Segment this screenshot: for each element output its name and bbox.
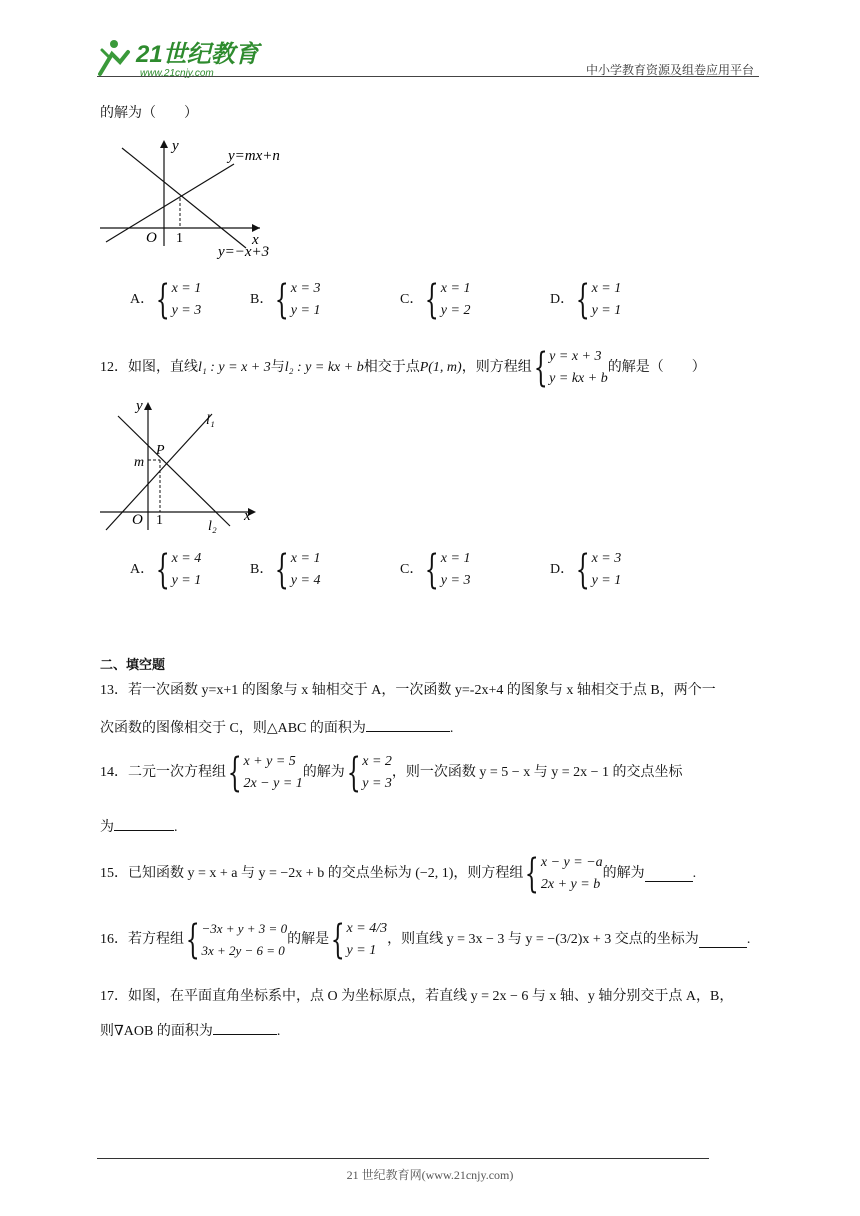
q11-line1-label: y=mx+n bbox=[228, 148, 280, 164]
q13-answer-blank[interactable] bbox=[366, 717, 450, 732]
q12-option-c[interactable]: C． { x = 1 y = 3 bbox=[400, 547, 471, 593]
q16-line: 16．若方程组 { −3x + y + 3 = 0 3x + 2y − 6 = 0 的解是 { x = 4/3 y = 1 ，则直线 y = 3x − 3 与 y = −(3/2)x + 3 交点的坐标为 . bbox=[100, 917, 751, 963]
footer-text: 21 世纪教育网(www.21cnjy.com) bbox=[346, 1168, 514, 1182]
q12-stem: 12．如图，直线 l₁ : y = x + 3 与 l₂ : y = kx + b 相交于点 P(1, m) ，则方程组 { y = x + 3 y = kx + b 的解是（ ） bbox=[100, 345, 706, 391]
q13-line1: 13．若一次函数 y=x+1 的图象与 x 轴相交于 A，一次函数 y=-2x+4 的图象与 x 轴相交于点 B，两个一 bbox=[100, 683, 716, 698]
q11-option-c[interactable]: C． { x = 1 y = 2 bbox=[400, 277, 471, 323]
q14-line1: 14．二元一次方程组 { x + y = 5 2x − y = 1 的解为 { x = 2 y = 3 ，则一次函数 y = 5 − x 与 y = 2x − 1 的交点坐标 bbox=[100, 750, 683, 796]
section-heading: 二、填空题 bbox=[100, 657, 166, 672]
footer-divider bbox=[97, 1158, 709, 1159]
q14-answer-blank[interactable] bbox=[114, 816, 174, 831]
q11-line2-label: y=−x+3 bbox=[218, 244, 270, 260]
logo-text: 21世纪教育 bbox=[136, 41, 259, 68]
q15-answer-blank[interactable] bbox=[645, 867, 693, 882]
q12-x-label: x bbox=[244, 508, 251, 524]
q12-option-d[interactable]: D． { x = 3 y = 1 bbox=[550, 547, 622, 593]
q17-line1: 17．如图，在平面直角坐标系中，点 O 为坐标原点，若直线 y = 2x − 6 与 x 轴、y 轴分别交于点 A，B， bbox=[100, 989, 734, 1004]
q11-origin: O bbox=[146, 230, 157, 246]
q12-p-label: P bbox=[156, 443, 165, 458]
q14-line2: 为 . bbox=[100, 816, 178, 838]
q15-line: 15．已知函数 y = x + a 与 y = −2x + b 的交点坐标为 (−2, 1)，则方程组 { x − y = −a 2x + y = b 的解为 . bbox=[100, 851, 697, 897]
q11-option-b[interactable]: B． { x = 3 y = 1 bbox=[250, 277, 321, 323]
q11-one: 1 bbox=[176, 231, 183, 246]
q12-origin: O bbox=[132, 512, 143, 528]
q12-graph bbox=[98, 396, 268, 538]
q11-y-label: y bbox=[172, 138, 179, 154]
q12-m-label: m bbox=[134, 455, 145, 470]
q12-l1-label: l₁ bbox=[206, 413, 215, 428]
q12-one: 1 bbox=[156, 513, 163, 528]
q11-tail: 的解为（ ） bbox=[100, 106, 198, 121]
q11-option-a[interactable]: A． { x = 1 y = 3 bbox=[130, 277, 202, 323]
logo-url: www.21cnjy.com bbox=[140, 68, 214, 79]
platform-name: 中小学教育资源及组卷应用平台 bbox=[585, 63, 754, 77]
q11-graph bbox=[98, 136, 298, 266]
site-logo bbox=[92, 36, 262, 80]
q17-line2: 则∇AOB 的面积为 . bbox=[100, 1020, 280, 1042]
q12-y-label: y bbox=[136, 398, 143, 414]
q16-answer-blank[interactable] bbox=[699, 933, 747, 948]
q12-l2-label: l₂ bbox=[208, 519, 217, 534]
q13-line2: 次函数的图像相交于 C，则△ABC 的面积为 . bbox=[100, 717, 453, 739]
q12-option-a[interactable]: A． { x = 4 y = 1 bbox=[130, 547, 202, 593]
q12-option-b[interactable]: B． { x = 1 y = 4 bbox=[250, 547, 321, 593]
q11-option-d[interactable]: D． { x = 1 y = 1 bbox=[550, 277, 622, 323]
header-divider bbox=[97, 76, 759, 77]
q17-answer-blank[interactable] bbox=[213, 1020, 277, 1035]
q11-x-label: x bbox=[252, 232, 259, 248]
